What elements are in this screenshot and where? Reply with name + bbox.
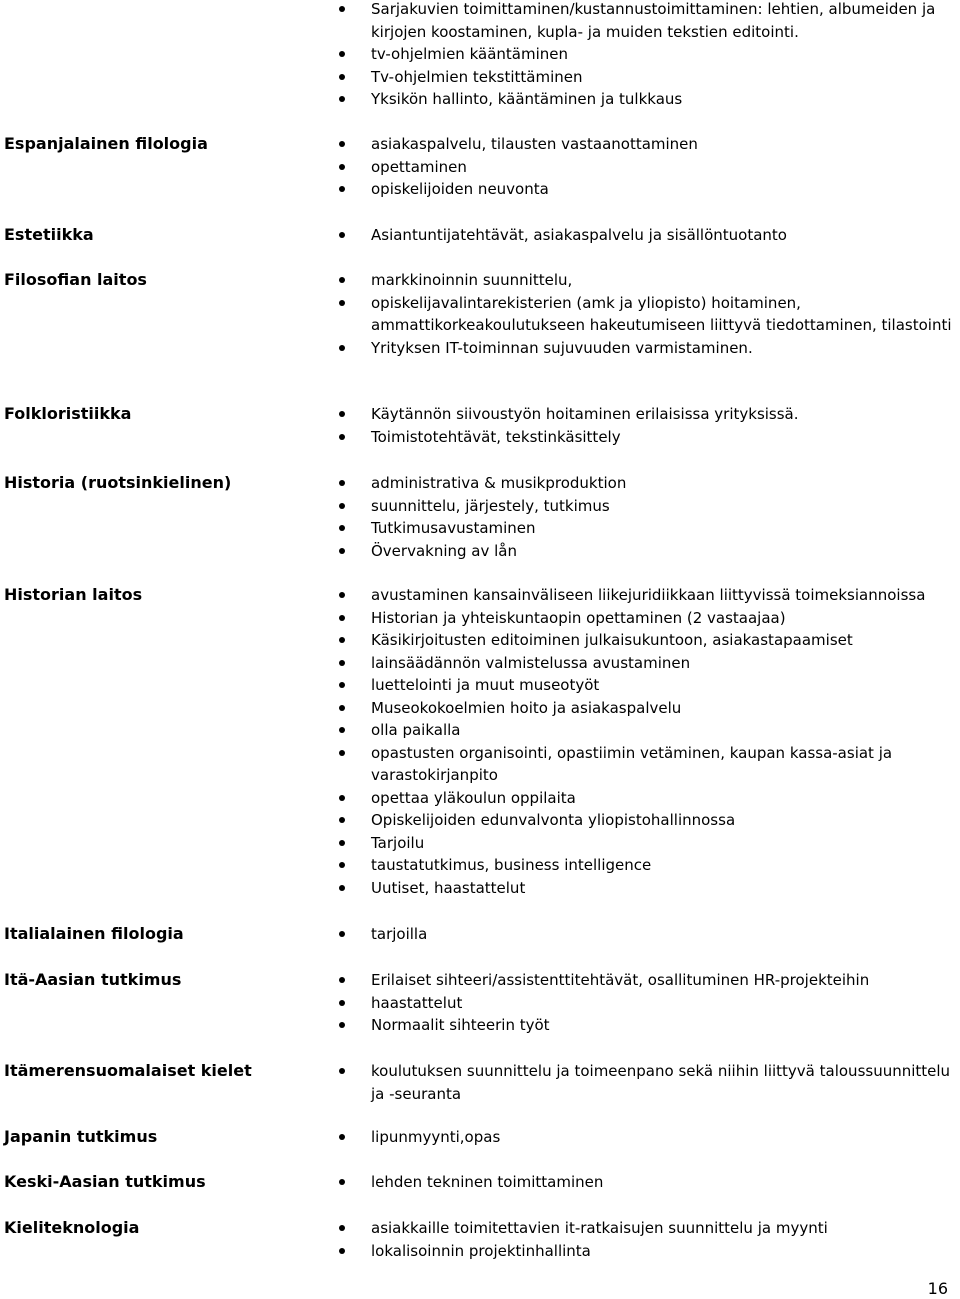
bullet-list	[320, 969, 960, 1037]
section-title: Japanin tutkimus	[4, 1127, 158, 1146]
section-title: Filosofian laitos	[4, 270, 147, 289]
bullet-item: Historian ja yhteiskuntaopin opettaminen (2 vastaajaa)	[320, 607, 960, 630]
bullet-item: opiskelijavalintarekisterien (amk ja yliopisto) hoitaminen, ammattikorkeakoulutukseen hakeutumiseen liittyvä tiedottaminen, tilastointi	[320, 292, 960, 337]
bullet-item: Opiskelijoiden edunvalvonta yliopistohallinnossa	[320, 809, 960, 832]
bullet-list	[320, 923, 960, 946]
bullet-item: asiakkaille toimitettavien it-ratkaisujen suunnittelu ja myynti	[320, 1217, 960, 1240]
bullet-item: luettelointi ja muut museotyöt	[320, 674, 960, 697]
section-title: Estetiikka	[4, 225, 94, 244]
bullet-list	[320, 133, 960, 201]
section-row	[0, 923, 960, 946]
bullet-item: Normaalit sihteerin työt	[320, 1014, 960, 1037]
bullet-item: avustaminen kansainväliseen liikejuridiikkaan liittyvissä toimeksiannoissa	[320, 584, 960, 607]
bullet-item: Toimistotehtävät, tekstinkäsittely	[320, 426, 960, 449]
bullet-item: Yrityksen IT-toiminnan sujuvuuden varmistaminen.	[320, 337, 960, 360]
section-title: Historian laitos	[4, 585, 143, 604]
bullet-item: Museokokoelmien hoito ja asiakaspalvelu	[320, 697, 960, 720]
section-title: Italialainen filologia	[4, 924, 184, 943]
bullet-item: Asiantuntijatehtävät, asiakaspalvelu ja sisällöntuotanto	[320, 224, 960, 247]
bullet-list	[320, 472, 960, 562]
bullet-list	[320, 584, 960, 899]
bullet-item: opettaa yläkoulun oppilaita	[320, 787, 960, 810]
bullet-list	[320, 1126, 960, 1149]
section-row	[0, 269, 960, 359]
section-title: Historia (ruotsinkielinen)	[4, 473, 232, 492]
bullet-item: olla paikalla	[320, 719, 960, 742]
bullet-item: Yksikön hallinto, kääntäminen ja tulkkaus	[320, 88, 960, 111]
bullet-list	[320, 0, 960, 111]
bullet-item: lehden tekninen toimittaminen	[320, 1171, 960, 1194]
section-row	[0, 1126, 960, 1149]
bullet-item: Övervakning av lån	[320, 540, 960, 563]
bullet-item: haastattelut	[320, 992, 960, 1015]
bullet-item: Sarjakuvien toimittaminen/kustannustoimittaminen: lehtien, albumeiden ja kirjojen koostaminen, kupla- ja muiden tekstien editointi.	[320, 0, 960, 43]
section-row	[0, 472, 960, 562]
section-row	[0, 0, 960, 111]
bullet-item: markkinoinnin suunnittelu,	[320, 269, 960, 292]
section-row	[0, 1171, 960, 1194]
bullet-item: taustatutkimus, business intelligence	[320, 854, 960, 877]
bullet-item: Tutkimusavustaminen	[320, 517, 960, 540]
bullet-item: Käsikirjoitusten editoiminen julkaisukuntoon, asiakastapaamiset	[320, 629, 960, 652]
bullet-item: asiakaspalvelu, tilausten vastaanottaminen	[320, 133, 960, 156]
section-title: Keski-Aasian tutkimus	[4, 1172, 206, 1191]
section-row	[0, 1217, 960, 1262]
section-row	[0, 133, 960, 201]
page-number: 16	[927, 1279, 948, 1298]
section-title: Espanjalainen filologia	[4, 134, 208, 153]
bullet-item: tv-ohjelmien kääntäminen	[320, 43, 960, 66]
bullet-item: opastusten organisointi, opastiimin vetäminen, kaupan kassa-asiat ja varastokirjanpito	[320, 742, 960, 787]
section-row	[0, 403, 960, 448]
bullet-item: koulutuksen suunnittelu ja toimeenpano sekä niihin liittyvä taloussuunnittelu ja -seuranta	[320, 1060, 960, 1105]
section-title: Itämerensuomalaiset kielet	[4, 1061, 252, 1080]
bullet-item: suunnittelu, järjestely, tutkimus	[320, 495, 960, 518]
bullet-item: tarjoilla	[320, 923, 960, 946]
section-title: Itä-Aasian tutkimus	[4, 970, 182, 989]
section-row	[0, 969, 960, 1037]
bullet-item: opiskelijoiden neuvonta	[320, 178, 960, 201]
bullet-list	[320, 1060, 960, 1105]
bullet-item: administrativa & musikproduktion	[320, 472, 960, 495]
bullet-item: lipunmyynti,opas	[320, 1126, 960, 1149]
bullet-item: Tv-ohjelmien tekstittäminen	[320, 66, 960, 89]
bullet-list	[320, 269, 960, 359]
section-title: Folkloristiikka	[4, 404, 132, 423]
bullet-list	[320, 1171, 960, 1194]
bullet-item: Käytännön siivoustyön hoitaminen erilaisissa yrityksissä.	[320, 403, 960, 426]
section-row	[0, 1060, 960, 1105]
section-row	[0, 224, 960, 247]
bullet-item: lokalisoinnin projektinhallinta	[320, 1240, 960, 1263]
section-row	[0, 584, 960, 899]
bullet-item: Erilaiset sihteeri/assistenttitehtävät, osallituminen HR-projekteihin	[320, 969, 960, 992]
bullet-list	[320, 403, 960, 448]
bullet-item: Tarjoilu	[320, 832, 960, 855]
bullet-list	[320, 224, 960, 247]
bullet-item: lainsäädännön valmistelussa avustaminen	[320, 652, 960, 675]
bullet-list	[320, 1217, 960, 1262]
section-title: Kieliteknologia	[4, 1218, 140, 1237]
bullet-item: Uutiset, haastattelut	[320, 877, 960, 900]
bullet-item: opettaminen	[320, 156, 960, 179]
